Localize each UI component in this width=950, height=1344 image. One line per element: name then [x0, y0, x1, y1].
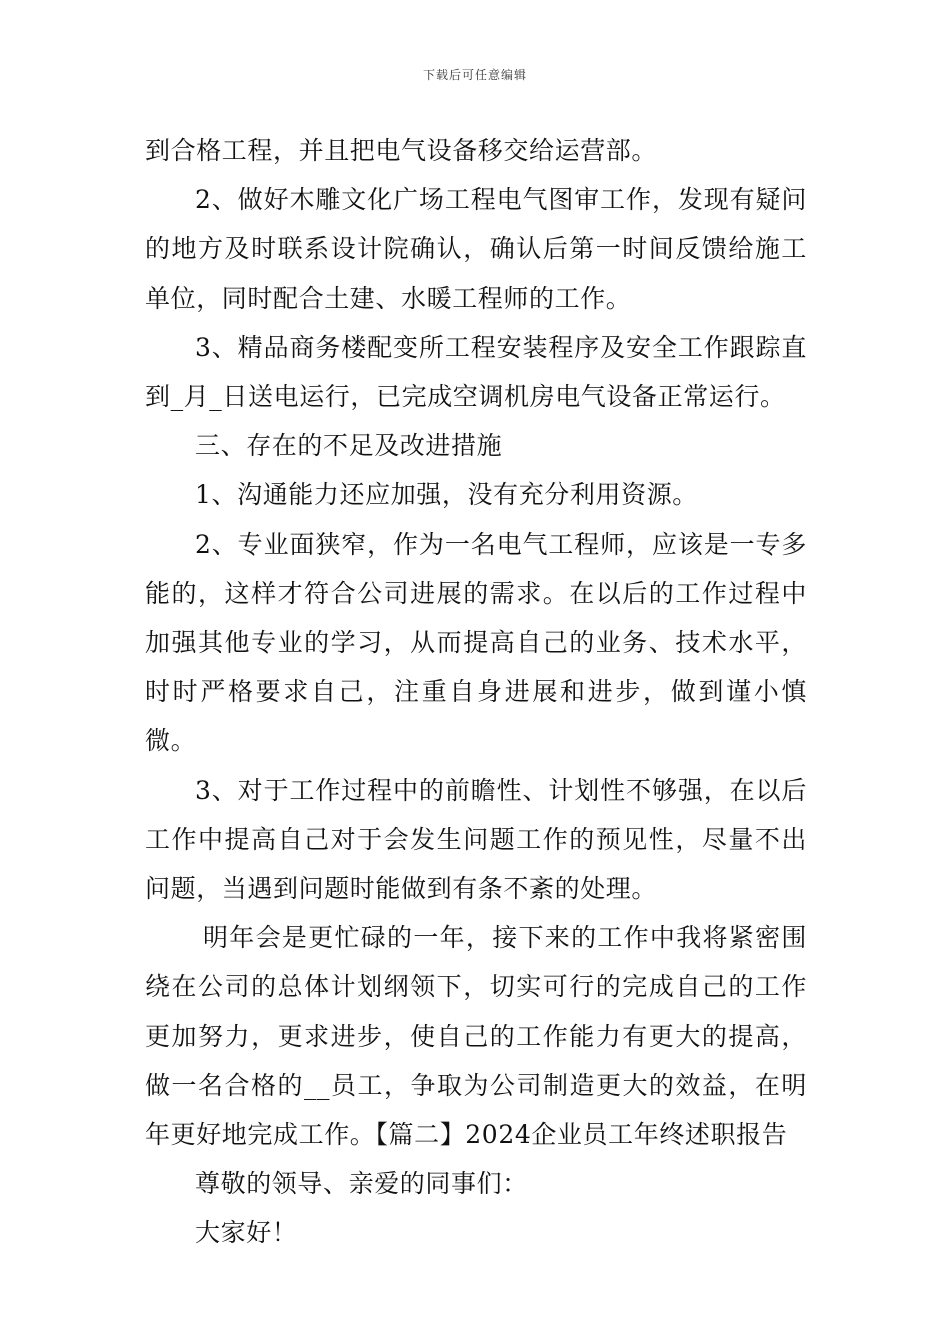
- page-header: 下载后可任意编辑: [422, 68, 527, 82]
- document-body: [145, 126, 807, 1258]
- paragraph-5: 2、专业面狭窄，作为一名电气工程师，应该是一专多能的，这样才符合公司进展的需求。在以后的工作过程中加强其他专业的学习，从而提高自己的业务、技术水平，时时严格要求自己，注重自身进展和进步，做到谨小慎微。: [145, 529, 807, 756]
- paragraph-2: 2、做好木雕文化广场工程电气图审工作，发现有疑问的地方及时联系设计院确认，确认后第一时间反馈给施工单位，同时配合土建、水暖工程师的工作。: [145, 185, 807, 313]
- greeting: 大家好！: [195, 1218, 298, 1248]
- paragraph-3: 3、精品商务楼配变所工程安装程序及安全工作跟踪直到_月_日送电运行，已完成空调机房电气设备正常运行。: [145, 332, 807, 412]
- paragraph-1: 到合格工程，并且把电气设备移交给运营部。: [145, 136, 658, 165]
- paragraph-6: 3、对于工作过程中的前瞻性、计划性不够强，在以后工作中提高自己对于会发生问题工作的预见性，尽量不出问题，当遇到问题时能做到有条不紊的处理。: [145, 775, 807, 904]
- paragraph-7: 明年会是更忙碌的一年，接下来的工作中我将紧密围绕在公司的总体计划纲领下，切实可行的完成自己的工作更加努力，更求进步，使自己的工作能力有更大的提高，做一名合格的__员工，争取为公司制造更大的效益，在明年更好地完成工作。【篇二】2024企业员工年终述职报告: [145, 923, 807, 1150]
- paragraph-4: 1、沟通能力还应加强，没有充分利用资源。: [195, 480, 698, 510]
- section-heading: 三、存在的不足及改进措施: [195, 431, 503, 461]
- salutation: 尊敬的领导、亲爱的同事们：: [195, 1169, 528, 1199]
